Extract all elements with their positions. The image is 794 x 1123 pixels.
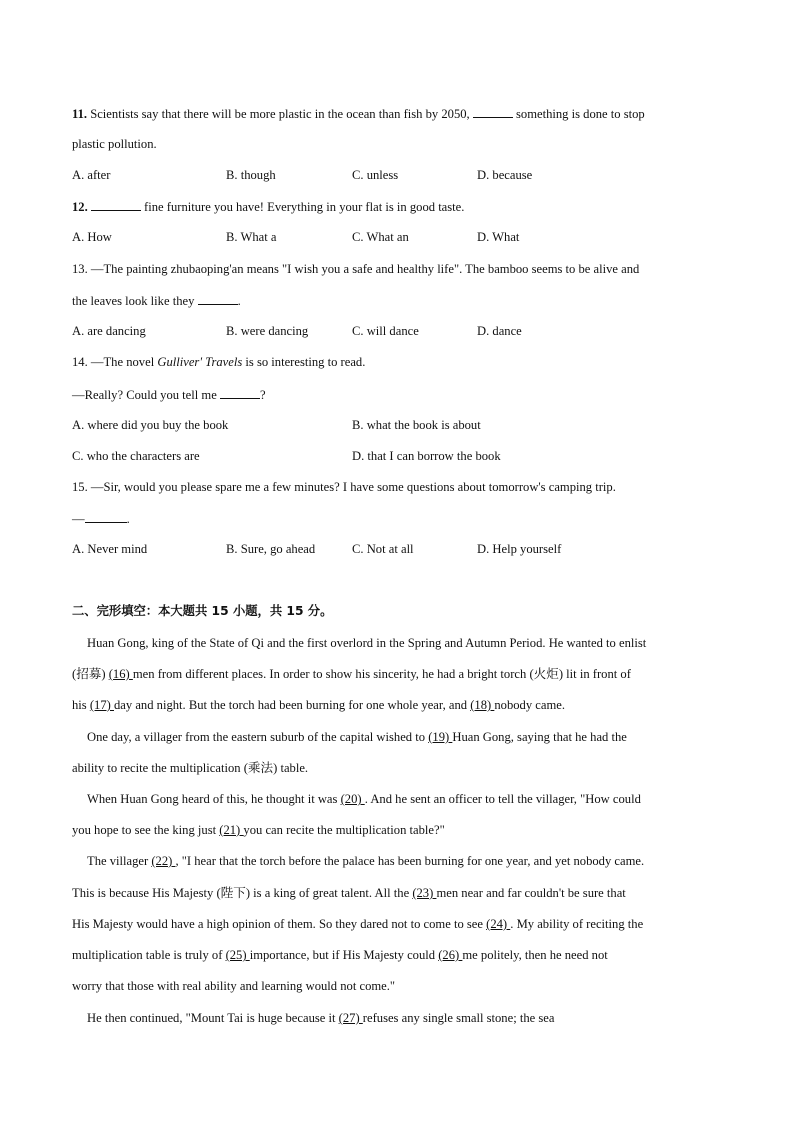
cloze-blank-24: (24) — [486, 917, 511, 931]
option-b: B. what the book is about — [352, 418, 481, 432]
question-13-line1: 13. —The painting zhubaoping'an means "I wish you a safe and healthy life". The bamboo seems to be alive and — [72, 262, 640, 276]
cloze-blank-22: (22) — [151, 854, 176, 868]
passage-line: This is because His Majesty (陛下) is a king of great talent. All the (23) men near and far couldn't be sure that — [72, 886, 626, 900]
passage-line: One day, a villager from the eastern suburb of the capital wished to (19) Huan Gong, saying that he had the — [87, 730, 627, 744]
answer-blank — [473, 105, 513, 118]
option-c: C. will dance — [352, 324, 419, 338]
cloze-blank-18: (18) — [470, 698, 495, 712]
option-b: B. were dancing — [226, 324, 309, 338]
question-11-line1: 11. Scientists say that there will be more plastic in the ocean than fish by 2050, something is done to stop — [72, 107, 645, 121]
option-d: D. Help yourself — [477, 542, 562, 556]
question-11-line2: plastic pollution. — [72, 137, 157, 151]
passage-line: The villager (22) , "I hear that the torch before the palace has been burning for one year, and yet nobody came. — [87, 854, 645, 868]
section-heading: 二、完形填空：本大题共 15 小题，共 15 分。 — [72, 604, 333, 618]
passage-line: you hope to see the king just (21) you can recite the multiplication table?" — [72, 823, 445, 837]
option-d: D. that I can borrow the book — [352, 449, 501, 463]
question-number: 11. — [72, 107, 88, 121]
option-b: B. Sure, go ahead — [226, 542, 316, 556]
cloze-blank-23: (23) — [412, 886, 437, 900]
answer-blank — [85, 510, 127, 523]
answer-blank — [220, 386, 260, 399]
option-d: D. What — [477, 230, 520, 244]
answer-blank — [198, 292, 238, 305]
cloze-blank-16: (16) — [108, 667, 133, 681]
option-a: A. Never mind — [72, 542, 148, 556]
option-b: B. though — [226, 168, 276, 182]
passage-line: multiplication table is truly of (25) importance, but if His Majesty could (26) me politely, then he need not — [72, 948, 608, 962]
cloze-blank-21: (21) — [219, 823, 244, 837]
option-c: C. Not at all — [352, 542, 414, 556]
passage-line: worry that those with real ability and learning would not come." — [72, 979, 396, 993]
cloze-blank-26: (26) — [438, 948, 463, 962]
option-c: C. who the characters are — [72, 449, 200, 463]
option-a: A. are dancing — [72, 324, 146, 338]
question-13-line2: the leaves look like they . — [72, 294, 241, 308]
cloze-blank-19: (19) — [428, 730, 453, 744]
option-a: A. How — [72, 230, 112, 244]
answer-blank — [91, 198, 141, 211]
passage-line: When Huan Gong heard of this, he thought it was (20) . And he sent an officer to tell the villager, "How could — [87, 792, 641, 806]
question-14-line1: 14. —The novel Gulliver' Travels is so interesting to read. — [72, 355, 366, 369]
option-a: A. where did you buy the book — [72, 418, 229, 432]
cloze-blank-25: (25) — [225, 948, 250, 962]
option-c: C. What an — [352, 230, 409, 244]
book-title: Gulliver' Travels — [157, 355, 243, 369]
passage-line: Huan Gong, king of the State of Qi and the first overlord in the Spring and Autumn Period. He wanted to enlist — [87, 636, 647, 650]
question-12-line1: 12. fine furniture you have! Everything in your flat is in good taste. — [72, 200, 465, 214]
passage-line: ability to recite the multiplication (乘法) table. — [72, 761, 309, 775]
cloze-blank-27: (27) — [338, 1011, 363, 1025]
question-15-line2: — . — [72, 512, 130, 526]
cloze-blank-20: (20) — [340, 792, 365, 806]
passage-line: (招募) (16) men from different places. In order to show his sincerity, he had a bright torch (火炬) lit in front of — [72, 667, 631, 681]
option-a: A. after — [72, 168, 111, 182]
option-d: D. because — [477, 168, 533, 182]
option-c: C. unless — [352, 168, 399, 182]
question-14-line2: —Really? Could you tell me ? — [72, 388, 266, 402]
question-number: 12. — [72, 200, 88, 214]
passage-line: his (17) day and night. But the torch had been burning for one whole year, and (18) nobody came. — [72, 698, 566, 712]
cloze-blank-17: (17) — [89, 698, 114, 712]
option-d: D. dance — [477, 324, 522, 338]
question-15-line1: 15. —Sir, would you please spare me a few minutes? I have some questions about tomorrow's camping trip. — [72, 480, 616, 494]
passage-line: He then continued, "Mount Tai is huge because it (27) refuses any single small stone; the sea — [87, 1011, 555, 1025]
passage-line: His Majesty would have a high opinion of them. So they dared not to come to see (24) . My ability of reciting the — [72, 917, 644, 931]
option-b: B. What a — [226, 230, 277, 244]
